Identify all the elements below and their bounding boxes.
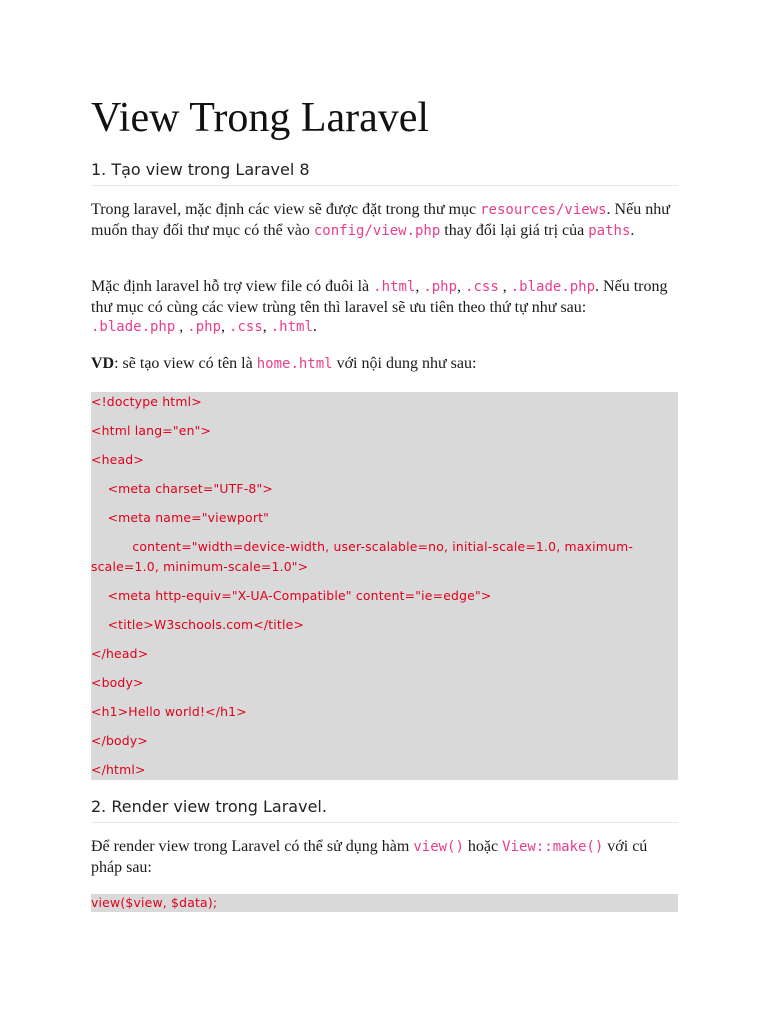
inline-code: paths bbox=[588, 222, 631, 239]
text: . Nếu trong thư mục có cùng các view trùng tên thì laravel sẽ ưu tiên theo thứ tự như sau: bbox=[91, 278, 668, 316]
code-block-home-html bbox=[91, 392, 678, 780]
text: . Nếu như muốn thay đối thư mục có thể vào bbox=[91, 201, 670, 239]
inline-code: .php bbox=[187, 319, 222, 335]
text: , bbox=[498, 278, 511, 295]
code-line: <body> bbox=[91, 675, 144, 690]
inline-code: .css bbox=[229, 319, 263, 335]
code-line: <meta name="viewport" bbox=[91, 510, 270, 525]
code-line: </html> bbox=[91, 762, 146, 777]
code-line: <meta charset="UTF-8"> bbox=[91, 481, 273, 496]
text: , bbox=[415, 278, 424, 295]
section-1-paragraph-3 bbox=[91, 354, 671, 375]
inline-code: .html bbox=[270, 319, 313, 335]
text: , bbox=[262, 318, 271, 335]
section-1-paragraph-1 bbox=[91, 200, 671, 241]
code-line: <head> bbox=[91, 452, 144, 467]
code-line: <h1>Hello world!</h1> bbox=[91, 704, 247, 719]
section-2-paragraph-1 bbox=[91, 837, 671, 877]
text: với nội dung như sau: bbox=[332, 355, 477, 372]
text: , bbox=[175, 318, 188, 335]
text: . bbox=[630, 221, 635, 239]
code-line: </head> bbox=[91, 646, 149, 661]
text: , bbox=[457, 278, 466, 295]
code-line: <meta http-equiv="X-UA-Compatible" content="ie=edge"> bbox=[91, 588, 492, 603]
section-1-paragraph-2 bbox=[91, 277, 671, 338]
code-line: </body> bbox=[91, 733, 148, 748]
inline-code: resources/views bbox=[480, 202, 607, 218]
inline-code: View::make() bbox=[502, 839, 604, 855]
code-line: <html lang="en"> bbox=[91, 423, 212, 438]
text: với cú pháp sau: bbox=[91, 838, 648, 876]
inline-code: home.html bbox=[256, 356, 333, 372]
inline-code: .blade.php bbox=[510, 279, 596, 295]
text: Trong laravel, mặc định các view sẽ được đặt trong thư mục bbox=[91, 201, 481, 218]
text: hoặc bbox=[463, 838, 503, 855]
inline-code: .html bbox=[373, 279, 416, 295]
section-1-heading: 1. Tạo view trong Laravel 8 bbox=[91, 159, 678, 186]
section-2-heading: 2. Render view trong Laravel. bbox=[91, 796, 678, 823]
inline-code: config/view.php bbox=[313, 222, 441, 239]
text: . bbox=[312, 318, 317, 335]
code-line: <!doctype html> bbox=[91, 394, 202, 409]
page-title: View Trong Laravel bbox=[91, 95, 430, 141]
inline-code: .php bbox=[423, 279, 458, 295]
inline-code: view() bbox=[413, 839, 464, 855]
inline-code: .blade.php bbox=[91, 319, 176, 335]
code-line: <title>W3schools.com</title> bbox=[91, 617, 305, 632]
code-line: content="width=device-width, user-scalable=no, initial-scale=1.0, maximum-scale=1.0, minimum-scale=1.0"> bbox=[91, 539, 634, 574]
code-block-view-syntax bbox=[91, 894, 678, 912]
text: , bbox=[221, 318, 230, 335]
bold-label: VD bbox=[91, 355, 115, 372]
text: thay đổi lại giá trị của bbox=[440, 221, 589, 239]
text: Mặc định laravel hỗ trợ view file có đuôi là bbox=[91, 278, 374, 295]
text: Để render view trong Laravel có thể sử dụng hàm bbox=[91, 838, 414, 855]
text: : sẽ tạo view có tên là bbox=[114, 355, 257, 372]
inline-code: .css bbox=[465, 279, 499, 295]
code-line: view($view, $data); bbox=[91, 895, 218, 910]
